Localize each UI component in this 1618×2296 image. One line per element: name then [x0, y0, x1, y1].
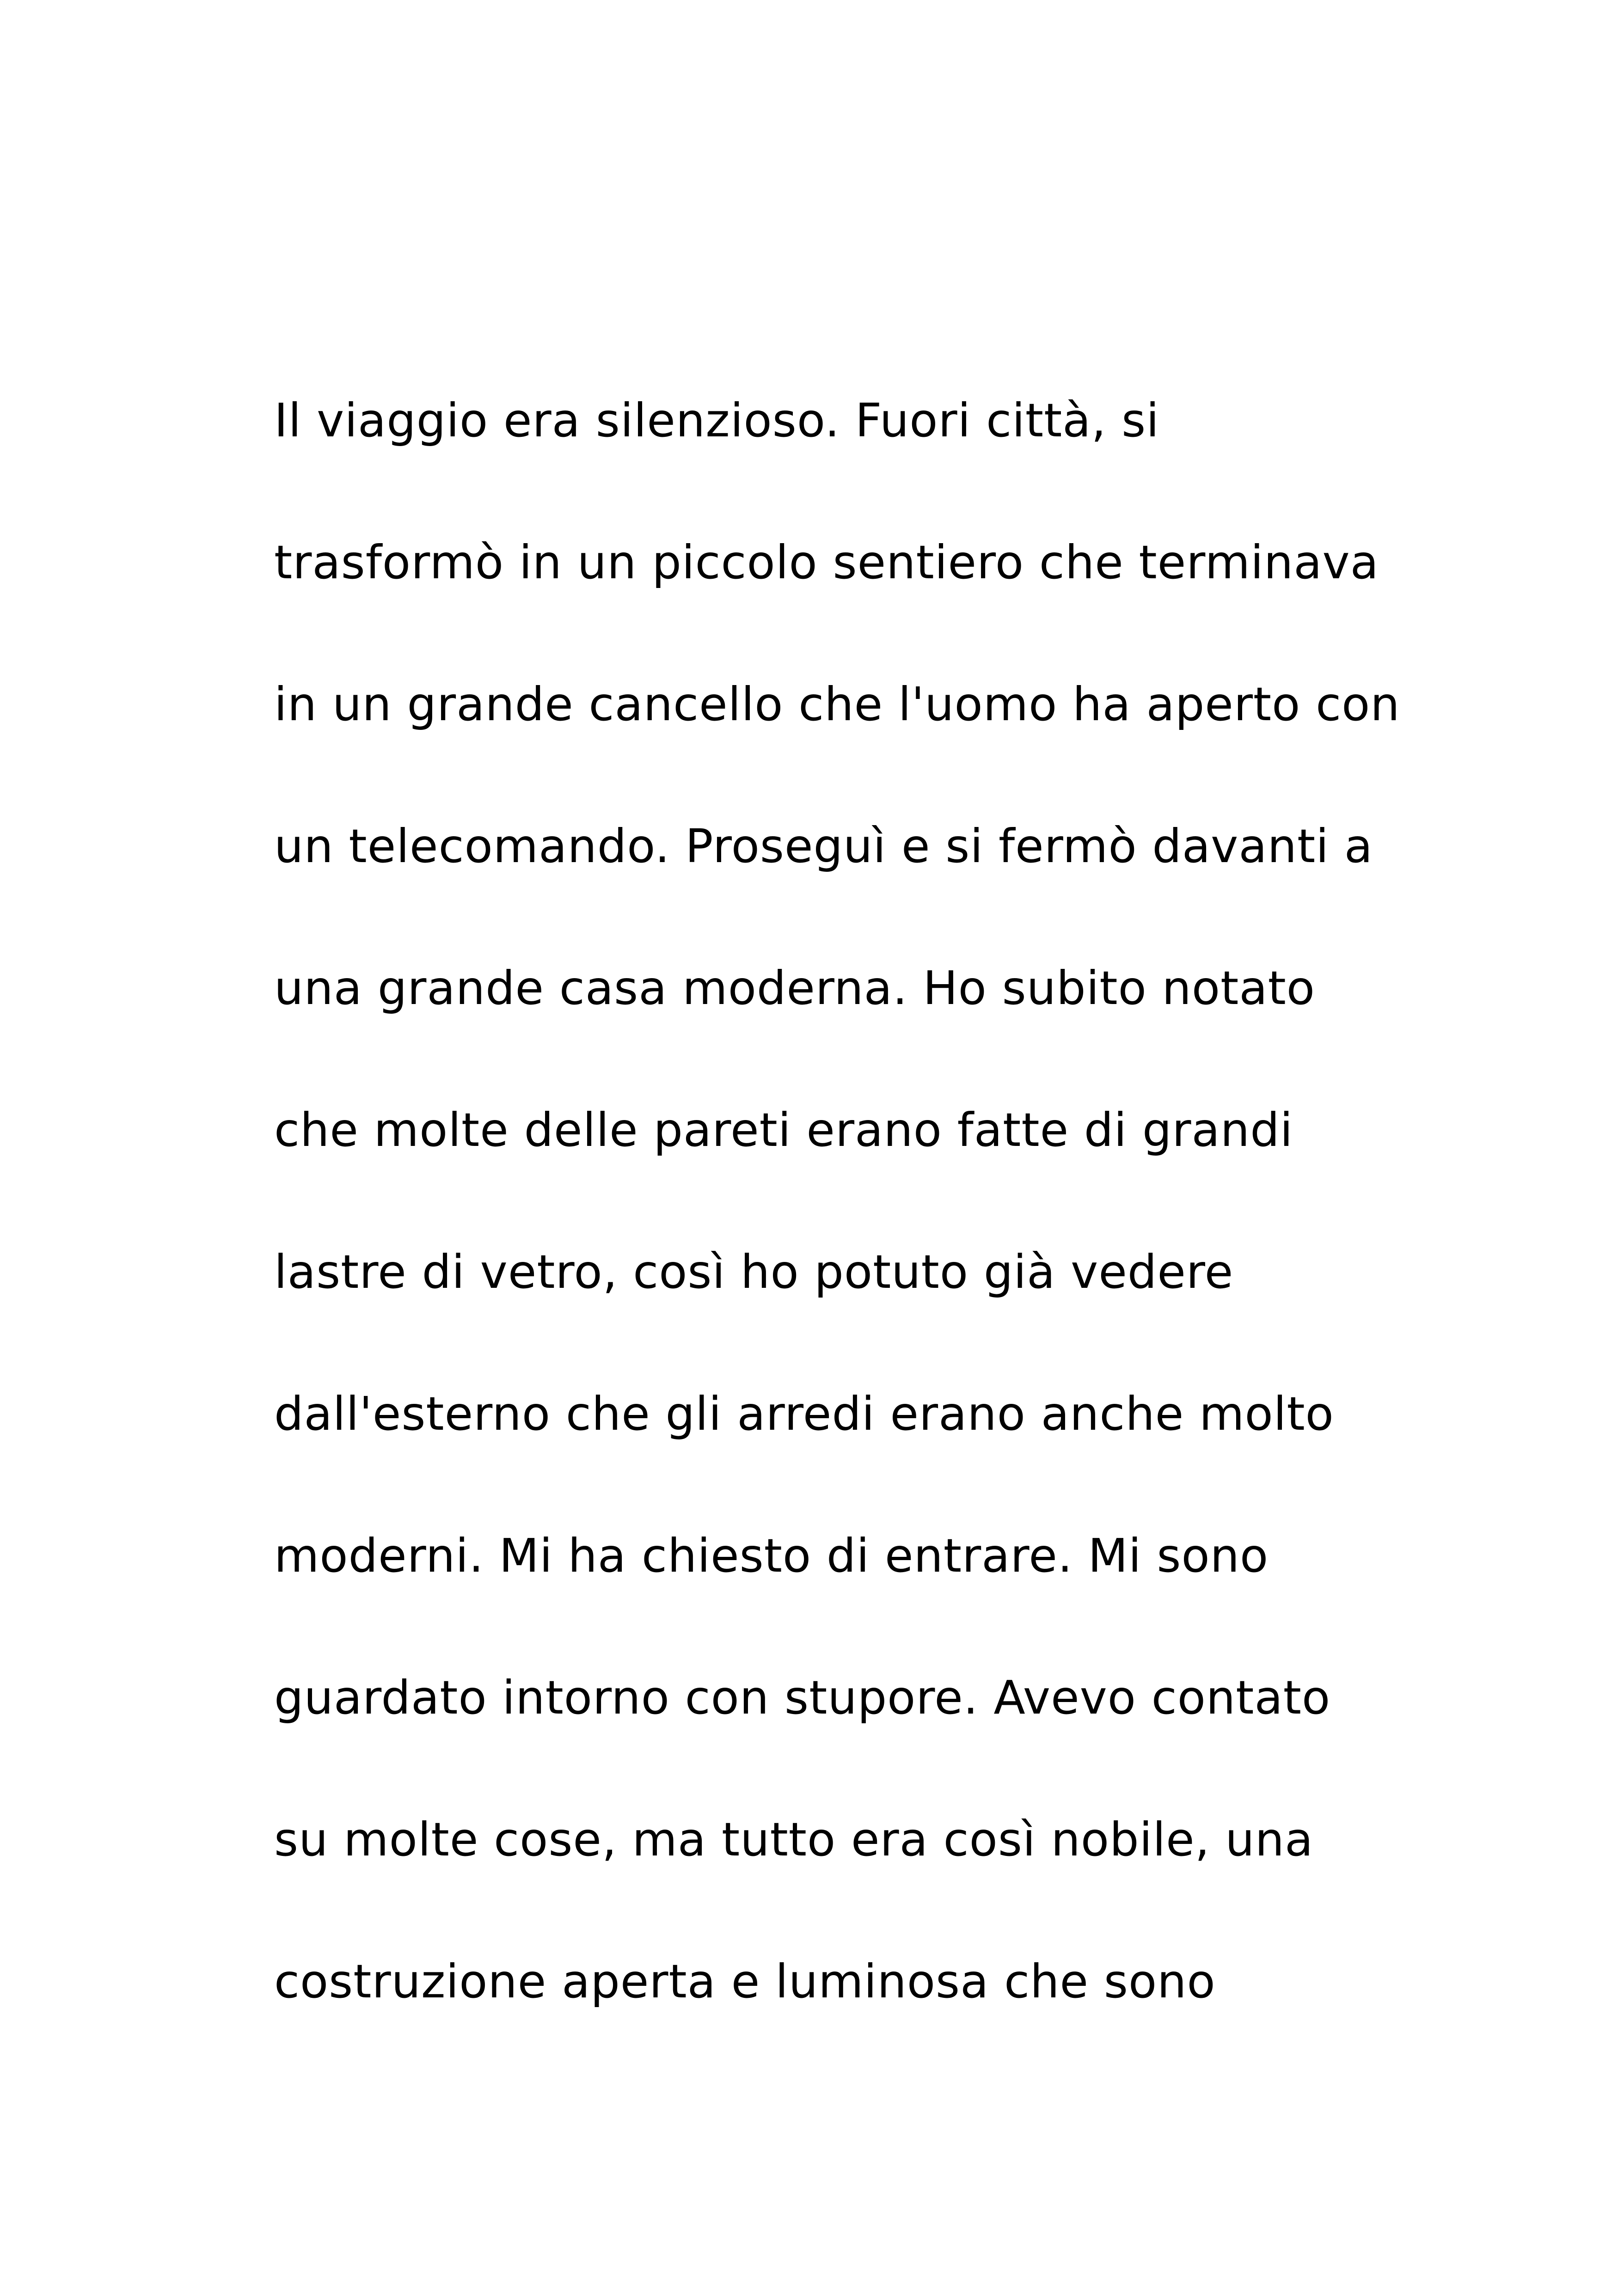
text-line-12: costruzione aperta e luminosa che sono	[274, 1954, 1216, 2008]
text-line-9: moderni. Mi ha chiesto di entrare. Mi sono	[274, 1529, 1269, 1583]
text-line-4: un telecomando. Proseguì e si fermò davanti a	[274, 819, 1373, 873]
text-line-8: dall'esterno che gli arredi erano anche molto	[274, 1387, 1334, 1441]
body-text	[274, 393, 1430, 2100]
text-line-1: Il viaggio era silenzioso. Fuori città, si	[274, 393, 1160, 447]
text-line-2: trasformò in un piccolo sentiero che terminava	[274, 535, 1379, 589]
text-line-11: su molte cose, ma tutto era così nobile, una	[274, 1812, 1314, 1867]
text-line-7: lastre di vetro, così ho potuto già vedere	[274, 1245, 1234, 1299]
text-line-5: una grande casa moderna. Ho subito notato	[274, 961, 1315, 1015]
text-line-3: in un grande cancello che l'uomo ha aperto con	[274, 677, 1400, 731]
text-line-10: guardato intorno con stupore. Avevo contato	[274, 1671, 1331, 1725]
text-line-6: che molte delle pareti erano fatte di grandi	[274, 1103, 1293, 1157]
